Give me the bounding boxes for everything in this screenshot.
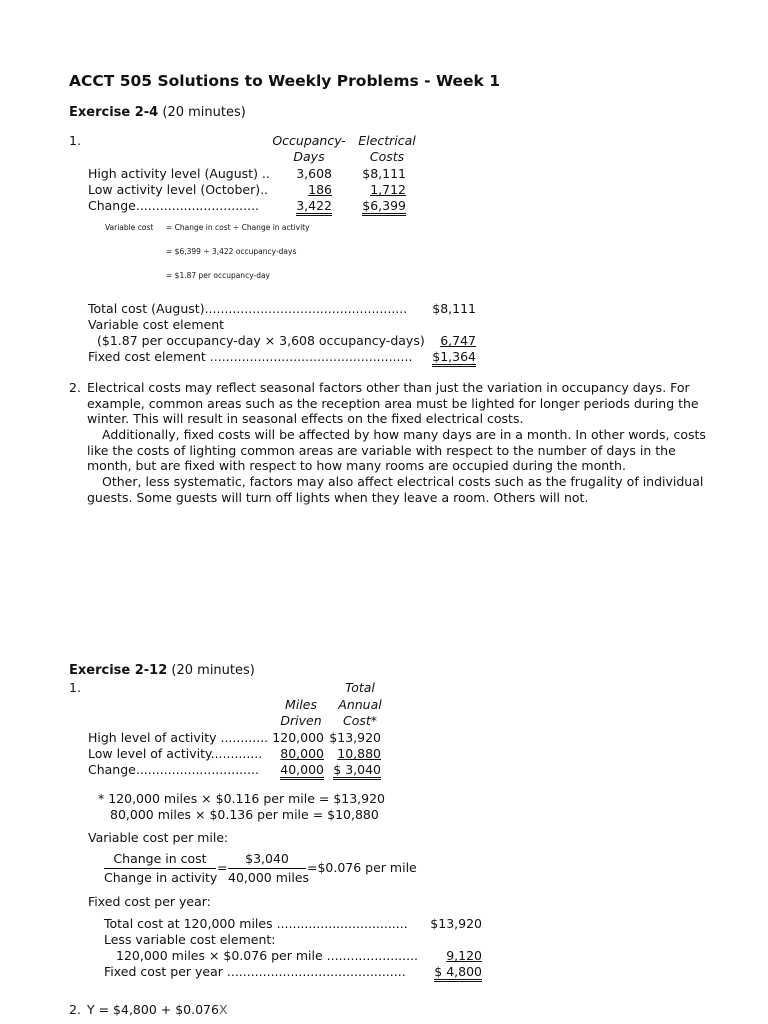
page-title: ACCT 505 Solutions to Weekly Problems - Week 1 (69, 72, 501, 90)
fraction-1-denominator: Change in activity (104, 870, 218, 885)
ex24-row-change-days-wrap (280, 198, 332, 213)
total-cost-august-value: $8,111 (432, 301, 476, 316)
ex24-part2-number: 2. (69, 380, 81, 395)
ex24-col1-header-line1: Occupancy- (272, 133, 346, 148)
fraction-1-bar (104, 868, 216, 869)
ex212-row-change-label: Change............................... (88, 762, 260, 777)
ex212-row-high-miles: 120,000 (272, 730, 324, 745)
fixed-cost-per-year-label: Fixed cost per year: (88, 894, 211, 909)
variable-cost-label: Variable cost (105, 223, 154, 232)
ex212-col1-header-line1: Miles (285, 697, 317, 712)
ex212-row-change-miles: 40,000 (280, 762, 324, 780)
ex24-part2-paragraph-1: Electrical costs may reflect seasonal factors other than just the variation in occupancy days. For example, common areas such as the reception area must be lighted for longer periods during the winter. This will result in seasonal effects on the fixed electrical costs. (87, 380, 699, 426)
ex24-row-high-days: 3,608 (296, 166, 332, 181)
variable-cost-per-mile-label: Variable cost per mile: (88, 830, 229, 845)
fixed-cost-element-value-wrap (400, 349, 476, 364)
ex24-row-low-label: Low activity level (October).. (88, 182, 269, 197)
ex212-row-low-cost-wrap (320, 746, 381, 761)
ex212-row-high-label: High level of activity ............ (88, 730, 269, 745)
total-cost-august-label: Total cost (August)................................................... (88, 301, 408, 316)
ex24-part1-number: 1. (69, 133, 81, 148)
fraction-1-numerator: Change in cost (113, 851, 207, 866)
fraction-2-bar (228, 868, 306, 869)
cost-formula-variable: X (218, 1002, 228, 1017)
footnote-line-2: 80,000 miles × $0.136 per mile = $10,880 (110, 807, 379, 822)
fixed-cost-per-year-value: $ 4,800 (434, 964, 482, 982)
less-variable-cost-value: 9,120 (446, 948, 482, 963)
total-cost-120000-label: Total cost at 120,000 miles ................................. (104, 916, 408, 931)
ex24-col2-header-line1: Electrical (358, 133, 416, 148)
variable-cost-element-label: Variable cost element (88, 317, 225, 332)
variable-cost-result: = $1.87 per occupancy-day (166, 271, 270, 280)
footnote-line-1: * 120,000 miles × $0.116 per mile = $13,920 (98, 791, 386, 806)
ex24-row-low-days: 186 (308, 182, 332, 197)
fixed-cost-element-value: $1,364 (432, 349, 476, 367)
ex24-row-change-days: 3,422 (296, 198, 332, 216)
ex212-row-low-label: Low level of activity............. (88, 746, 263, 761)
ex24-row-change-cost: $6,399 (362, 198, 406, 216)
ex24-col1-header-line2: Days (293, 149, 325, 164)
ex212-col1-header-line2: Driven (280, 713, 322, 728)
ex212-part1-number: 1. (69, 680, 81, 695)
fixed-cost-per-year-value-wrap (412, 964, 482, 979)
variable-cost-element-detail: ($1.87 per occupancy-day × 3,608 occupancy-days) (97, 333, 425, 348)
ex212-part2-number: 2. (69, 1002, 81, 1017)
variable-cost-element-value-wrap (410, 333, 476, 348)
ex24-row-low-days-wrap (280, 182, 332, 197)
ex212-row-high-cost: $13,920 (329, 730, 381, 745)
variable-cost-substitution: = $6,399 ÷ 3,422 occupancy-days (166, 247, 297, 256)
ex24-row-low-cost-wrap (340, 182, 406, 197)
total-cost-120000-value: $13,920 (430, 916, 482, 931)
ex24-row-change-label: Change............................... (88, 198, 260, 213)
ex212-col2-header-line3: Cost* (342, 713, 378, 728)
ex24-row-change-cost-wrap (330, 198, 406, 213)
exercise-2-4-time: (20 minutes) (158, 105, 246, 120)
less-variable-cost-label: Less variable cost element: (104, 932, 276, 947)
exercise-2-12-title: Exercise 2-12 (69, 663, 168, 678)
exercise-2-12-heading (69, 663, 255, 679)
fixed-cost-per-year-row-label: Fixed cost per year ............................................. (104, 964, 406, 979)
exercise-2-12-time: (20 minutes) (167, 663, 255, 678)
ex212-row-change-cost: $ 3,040 (333, 762, 381, 780)
exercise-2-4-title: Exercise 2-4 (69, 105, 159, 120)
less-variable-cost-value-wrap (412, 948, 482, 963)
ex212-col2-header-line1: Total (345, 680, 375, 695)
fraction-equals-sign: = (217, 860, 228, 875)
variable-cost-formula: = Change in cost ÷ Change in activity (166, 223, 310, 232)
ex24-part2-paragraph-3: Other, less systematic, factors may also affect electrical costs such as the frugality of individual guests. Some guests will turn off lights when they leave a room. Others will not. (87, 474, 704, 505)
less-variable-cost-detail: 120,000 miles × $0.076 per mile ....................... (116, 948, 419, 963)
ex24-row-low-cost: 1,712 (370, 182, 406, 197)
exercise-2-4-heading (69, 105, 246, 121)
ex212-row-change-cost-wrap (320, 762, 381, 777)
ex24-row-high-cost: $8,111 (362, 166, 406, 181)
ex212-row-low-miles-wrap (266, 746, 324, 761)
cost-formula-line (87, 1002, 228, 1017)
fraction-2-numerator: $3,040 (245, 851, 289, 866)
ex24-part2-paragraph-2: Additionally, fixed costs will be affected by how many days are in a month. In other words, costs like the costs of lighting common areas are variable with respect to the number of days in the month, but are fixed with respect to how many rooms are occupied during the month. (87, 427, 706, 473)
fraction-2-denominator: 40,000 miles (228, 870, 310, 885)
variable-cost-element-value: 6,747 (440, 333, 476, 348)
ex212-row-change-miles-wrap (266, 762, 324, 777)
fixed-cost-element-label: Fixed cost element ................................................... (88, 349, 413, 364)
variable-cost-per-mile-result: =$0.076 per mile (307, 860, 417, 875)
ex212-row-low-cost: 10,880 (337, 746, 381, 761)
cost-formula: Y = $4,800 + $0.076 (87, 1002, 219, 1017)
ex24-row-high-label: High activity level (August) .. (88, 166, 270, 181)
ex24-col2-header-line2: Costs (369, 149, 405, 164)
ex212-col2-header-line2: Annual (338, 697, 382, 712)
ex212-row-low-miles: 80,000 (280, 746, 324, 761)
